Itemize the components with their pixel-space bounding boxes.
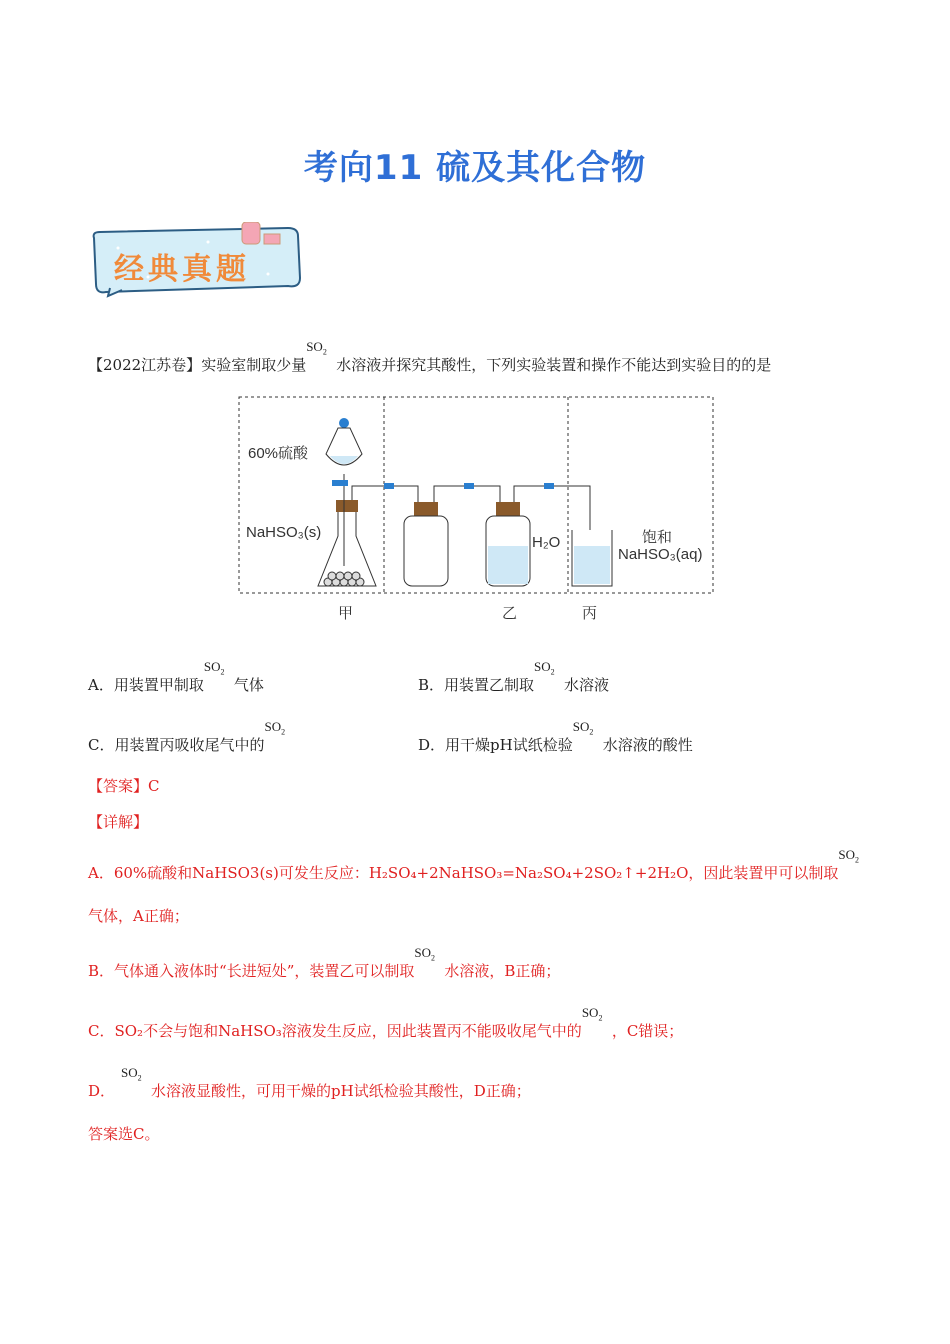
- explain-c: C．SO₂不会与饱和NaHSO₃溶液发生反应，因此装置丙不能吸收尾气中的 $SO_2$ ，C错误；: [88, 1005, 684, 1040]
- explain-a-line2: 气体，A正确；: [88, 907, 189, 925]
- apparatus-drawing: [238, 396, 716, 626]
- question-text-after: 水溶液并探究其酸性，下列实验装置和操作不能达到实验目的的是: [336, 356, 772, 374]
- answer-label: 【答案】C: [88, 777, 160, 795]
- label-saturated: 饱和: [642, 529, 673, 546]
- section-banner: [88, 222, 308, 304]
- explain-b: B．气体通入液体时“长进短处”，装置乙可以制取 $SO_2$ 水溶液，B正确；: [88, 945, 561, 980]
- caption-bing: 丙: [582, 605, 598, 622]
- apparatus-diagram: [238, 396, 716, 626]
- option-b: B．用装置乙制取 $SO_2$ 水溶液: [418, 659, 610, 694]
- question-text-before: 实验室制取少量: [201, 356, 307, 374]
- explain-d: D． $SO_2$ 水溶液显酸性，可用干燥的pH试纸检验其酸性，D正确；: [88, 1065, 531, 1100]
- label-nahso3-aq: NaHSO₃(aq): [618, 546, 703, 563]
- conclusion: 答案选C。: [88, 1125, 160, 1143]
- caption-yi: 乙: [502, 605, 518, 622]
- option-c: C．用装置丙吸收尾气中的 $SO_2$: [88, 719, 286, 754]
- label-water: H₂O: [532, 534, 561, 551]
- label-acid: 60%硫酸: [248, 445, 309, 462]
- question-source: 【2022江苏卷】: [88, 356, 202, 374]
- page-title: 考向11 硫及其化合物: [303, 148, 647, 188]
- detail-label: 【详解】: [88, 813, 149, 831]
- banner-text: 经典真题: [114, 252, 250, 287]
- option-a: A．用装置甲制取 $SO_2$ 气体: [88, 659, 264, 694]
- so2-formula: $SO_2$: [306, 339, 327, 357]
- label-solid: NaHSO₃(s): [246, 524, 322, 541]
- explain-a-line1: A．60%硫酸和NaHSO3(s)可发生反应：H₂SO₄+2NaHSO₃=Na₂SO₄+2SO₂↑+2H₂O，因此装置甲可以制取 $SO_2$: [88, 847, 860, 882]
- caption-jia: 甲: [338, 605, 354, 622]
- option-d: D．用干燥pH试纸检验 $SO_2$ 水溶液的酸性: [418, 719, 693, 754]
- question-stem: [88, 339, 772, 375]
